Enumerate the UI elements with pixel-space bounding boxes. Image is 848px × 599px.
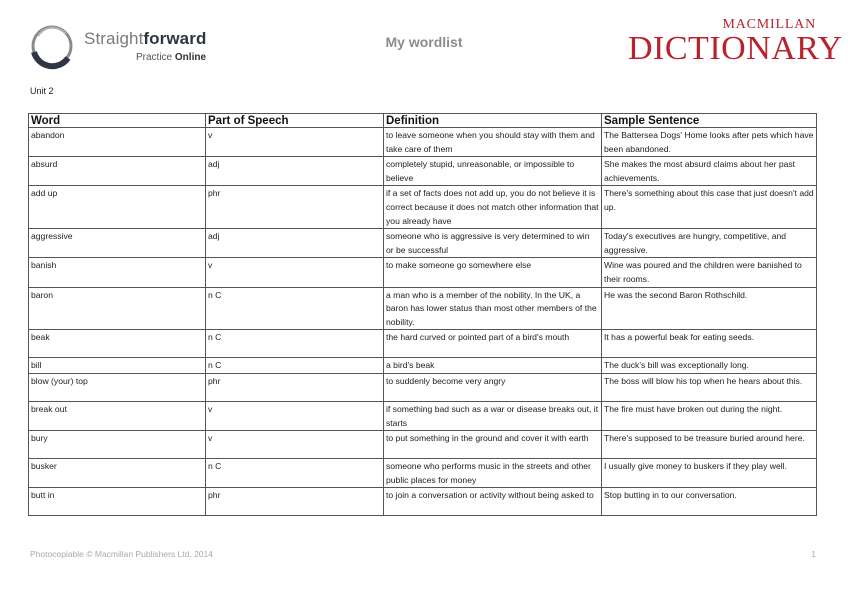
header-sample-sentence: Sample Sentence [602,114,817,128]
table-row [29,401,817,430]
cell-sample-sentence: I usually give money to buskers if they play well. [602,459,817,488]
brand-subtitle-bold: Online [174,52,207,63]
cell-definition: if something bad such as a war or disease breaks out, it starts [384,401,602,430]
cell-sample-sentence: The Battersea Dogs' Home looks after pets which have been abandoned. [602,128,817,157]
dictionary-wordmark: DICTIONARY [628,30,843,67]
page-title: My wordlist [385,34,463,50]
cell-sample-sentence: The duck's bill was exceptionally long. [602,358,817,374]
table-row [29,157,817,186]
cell-definition: someone who performs music in the streets and other public places for money [384,459,602,488]
table-row [29,186,817,229]
table-row [29,459,817,488]
table-row [29,373,817,401]
cell-word: abandon [29,128,206,157]
copyright-notice: Photocopiable © Macmillan Publishers Ltd. 2014 [30,549,213,559]
cell-definition: completely stupid, unreasonable, or impossible to believe [384,157,602,186]
brand-name-light: Straight [84,29,144,48]
cell-part-of-speech: adj [206,157,384,186]
table-row [29,358,817,374]
table-row [29,287,817,330]
cell-part-of-speech: n C [206,459,384,488]
cell-word: aggressive [29,229,206,258]
table-row [29,128,817,157]
cell-sample-sentence: There's supposed to be treasure buried around here. [602,431,817,459]
cell-word: bill [29,358,206,374]
cell-definition: to join a conversation or activity without being asked to [384,488,602,516]
wordlist-table [28,113,817,516]
cell-sample-sentence: She makes the most absurd claims about her past achievements. [602,157,817,186]
cell-word: butt in [29,488,206,516]
cell-sample-sentence: Today's executives are hungry, competitive, and aggressive. [602,229,817,258]
page-number: 1 [811,549,816,559]
cell-part-of-speech: phr [206,488,384,516]
cell-word: baron [29,287,206,330]
cell-definition: to leave someone when you should stay with them and take care of them [384,128,602,157]
table-header-row [29,114,817,128]
cell-definition: to put something in the ground and cover it with earth [384,431,602,459]
cell-word: add up [29,186,206,229]
cell-definition: a bird's beak [384,358,602,374]
cell-sample-sentence: There's something about this case that just doesn't add up. [602,186,817,229]
cell-sample-sentence: The boss will blow his top when he hears about this. [602,373,817,401]
cell-word: break out [29,401,206,430]
cell-part-of-speech: v [206,128,384,157]
cell-word: beak [29,330,206,358]
cell-part-of-speech: n C [206,330,384,358]
cell-part-of-speech: n C [206,358,384,374]
unit-label: Unit 2 [30,86,54,96]
table-row [29,258,817,287]
header-word: Word [29,114,206,128]
cell-definition: someone who is aggressive is very determined to win or be successful [384,229,602,258]
cell-definition: to suddenly become very angry [384,373,602,401]
cell-word: banish [29,258,206,287]
header-definition: Definition [384,114,602,128]
brand-subtitle-light: Practice [136,52,175,63]
cell-sample-sentence: The fire must have broken out during the night. [602,401,817,430]
cell-word: bury [29,431,206,459]
brand-name-bold: forward [143,29,207,48]
table-row [29,488,817,516]
brand-subtitle [136,52,206,63]
cell-part-of-speech: adj [206,229,384,258]
macmillan-dictionary-logo [628,17,843,74]
cell-sample-sentence: It has a powerful beak for eating seeds. [602,330,817,358]
macmillan-wordmark: MACMILLAN [722,17,816,32]
cell-word: blow (your) top [29,373,206,401]
table-row [29,330,817,358]
table-row [29,431,817,459]
cell-sample-sentence: He was the second Baron Rothschild. [602,287,817,330]
cell-part-of-speech: v [206,401,384,430]
cell-definition: if a set of facts does not add up, you do not believe it is correct because it does not match other information that you already have [384,186,602,229]
cell-word: busker [29,459,206,488]
cell-part-of-speech: v [206,258,384,287]
cell-part-of-speech: phr [206,373,384,401]
cell-definition: the hard curved or pointed part of a bird's mouth [384,330,602,358]
cell-part-of-speech: n C [206,287,384,330]
table-row [29,229,817,258]
header-part-of-speech: Part of Speech [206,114,384,128]
cell-word: absurd [29,157,206,186]
cell-sample-sentence: Stop butting in to our conversation. [602,488,817,516]
cell-sample-sentence: Wine was poured and the children were banished to their rooms. [602,258,817,287]
cell-definition: a man who is a member of the nobility. In the UK, a baron has lower status than most other members of the nobility. [384,287,602,330]
cell-part-of-speech: v [206,431,384,459]
cell-part-of-speech: phr [206,186,384,229]
cell-definition: to make someone go somewhere else [384,258,602,287]
